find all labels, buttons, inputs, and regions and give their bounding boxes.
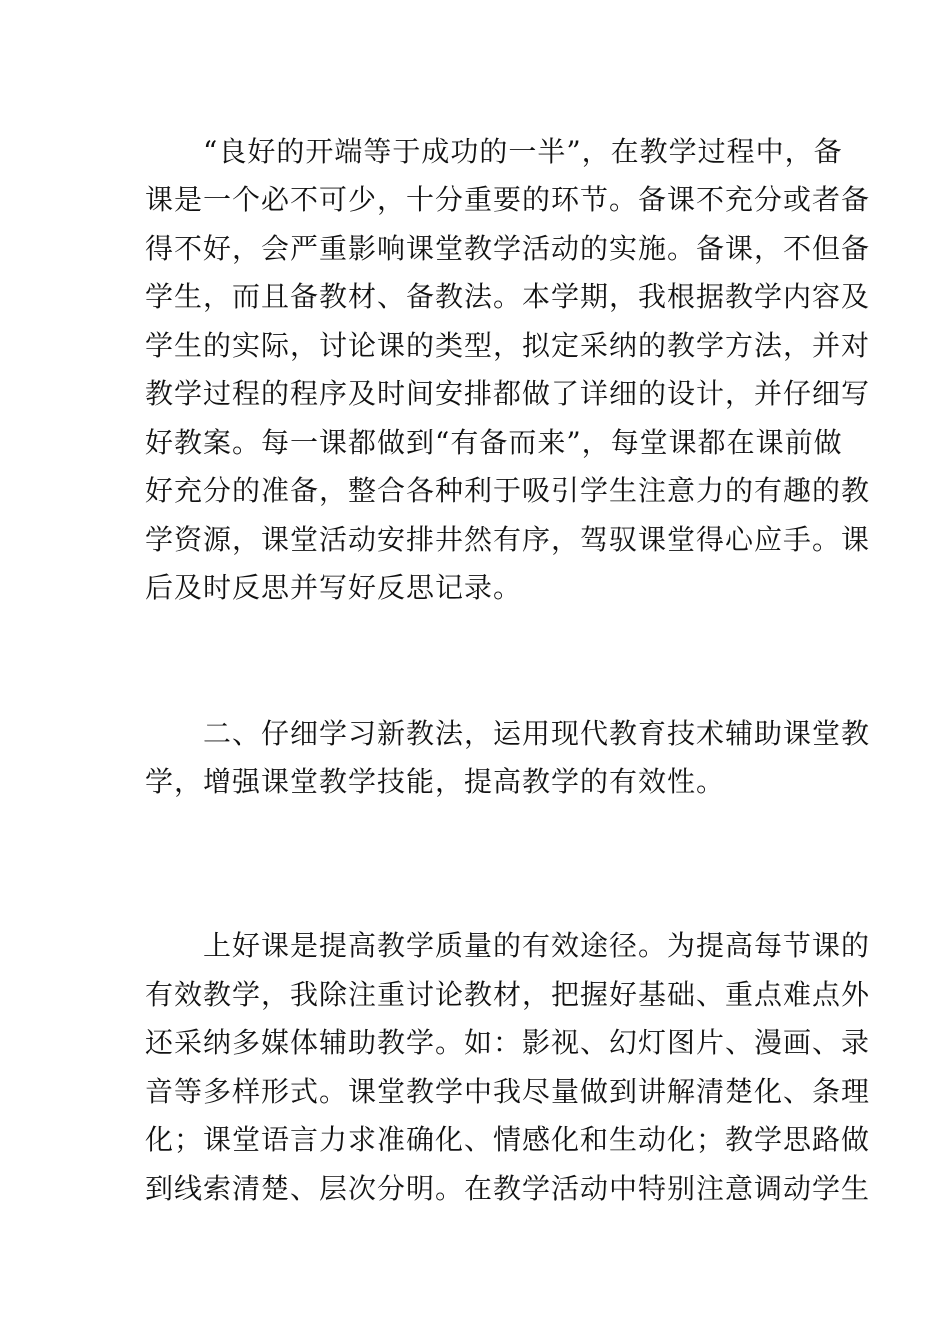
paragraph-1-line-2: 课是一个必不可少，十分重要的环节。备课不充分或者备 bbox=[145, 183, 871, 216]
paragraph-3-line-5: 化；课堂语言力求准确化、情感化和生动化；教学思路做 bbox=[145, 1123, 871, 1156]
paragraph-3-line-4: 音等多样形式。课堂教学中我尽量做到讲解清楚化、条理 bbox=[145, 1075, 871, 1108]
paragraph-3-line-1: 上好课是提高教学质量的有效途径。为提高每节课的 bbox=[203, 929, 871, 962]
paragraph-3-line-3: 还采纳多媒体辅助教学。如：影视、幻灯图片、漫画、录 bbox=[145, 1026, 871, 1059]
paragraph-3-line-2: 有效教学，我除注重讨论教材，把握好基础、重点难点外 bbox=[145, 978, 871, 1011]
paragraph-1-line-8: 好充分的准备，整合各种利于吸引学生注意力的有趣的教 bbox=[145, 474, 871, 507]
paragraph-1-line-10: 后及时反思并写好反思记录。 bbox=[145, 571, 523, 604]
section-heading-line-2: 学，增强课堂教学技能，提高教学的有效性。 bbox=[145, 765, 726, 798]
paragraph-1-line-3: 得不好，会严重影响课堂教学活动的实施。备课，不但备 bbox=[145, 232, 871, 265]
section-heading-line-1: 二、仔细学习新教法，运用现代教育技术辅助课堂教 bbox=[203, 717, 871, 750]
paragraph-1-line-4: 学生，而且备教材、备教法。本学期，我根据教学内容及 bbox=[145, 280, 871, 313]
paragraph-1-line-6: 教学过程的程序及时间安排都做了详细的设计，并仔细写 bbox=[145, 377, 871, 410]
paragraph-1-line-7: 好教案。每一课都做到“有备而来”，每堂课都在课前做 bbox=[145, 426, 843, 459]
paragraph-3-line-6: 到线索清楚、层次分明。在教学活动中特别注意调动学生 bbox=[145, 1172, 871, 1205]
paragraph-1-line-1: “良好的开端等于成功的一半”，在教学过程中，备 bbox=[203, 135, 843, 168]
paragraph-1-line-9: 学资源，课堂活动安排井然有序，驾驭课堂得心应手。课 bbox=[145, 523, 871, 556]
paragraph-1-line-5: 学生的实际，讨论课的类型，拟定采纳的教学方法，并对 bbox=[145, 329, 871, 362]
